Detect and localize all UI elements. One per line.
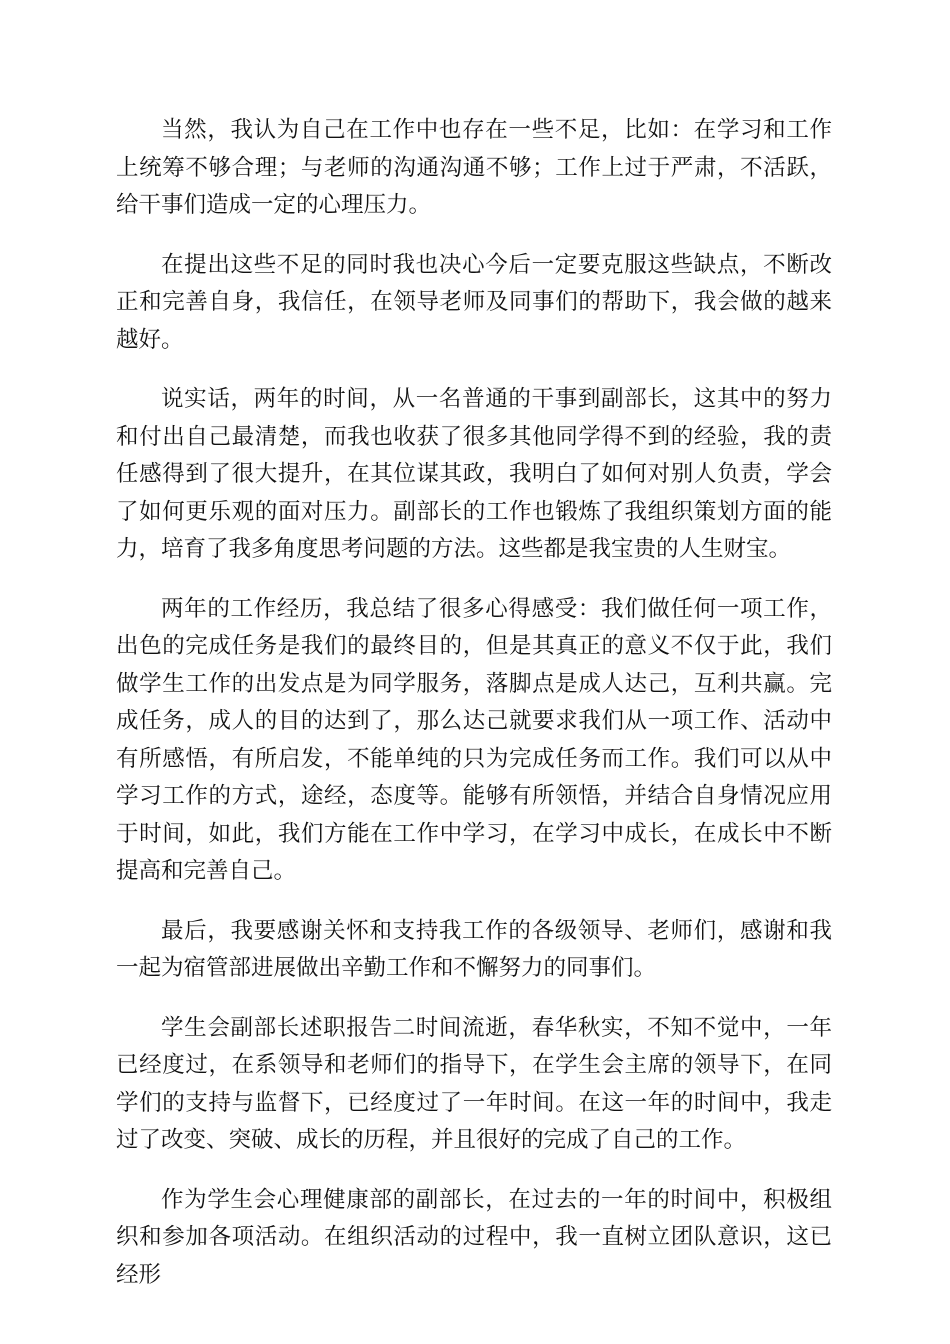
paragraph-two-years: 说实话，两年的时间，从一名普通的干事到副部长，这其中的努力和付出自己最清楚，而我也收获了很多其他同学得不到的经验，我的责任感得到了很大提升，在其位谋其政，我明白了如何对别人负责，学会了如何更乐观的面对压力。副部长的工作也锻炼了我组织策划方面的能力，培育了我多角度思考问题的方法。这些都是我宝贵的人生财宝。 bbox=[116, 386, 832, 562]
paragraph-thanks: 最后，我要感谢关怀和支持我工作的各级领导、老师们，感谢和我一起为宿管部进展做出辛勤工作和不懈努力的同事们。 bbox=[116, 917, 832, 981]
paragraph-work-experience: 两年的工作经历，我总结了很多心得感受：我们做任何一项工作，出色的完成任务是我们的最终目的，但是其真正的意义不仅于此，我们做学生工作的出发点是为同学服务，落脚点是成人达己，互利共赢。完成任务，成人的目的达到了，那么达己就要求我们从一项工作、活动中有所感悟，有所启发，不能单纯的只为完成任务而工作。我们可以从中学习工作的方式，途经，态度等。能够有所领悟，并结合自身情况应用于时间，如此，我们方能在工作中学习，在学习中成长，在成长中不断提高和完善自己。 bbox=[116, 595, 832, 884]
paragraph-report-two: 学生会副部长述职报告二时间流逝，春华秋实，不知不觉中，一年已经度过，在系领导和老师们的指导下，在学生会主席的领导下，在同学们的支持与监督下，已经度过了一年时间。在这一年的时间中，我走过了改变、突破、成长的历程，并且很好的完成了自己的工作。 bbox=[116, 1014, 832, 1153]
paragraph-shortcomings: 当然，我认为自己在工作中也存在一些不足，比如：在学习和工作上统筹不够合理；与老师的沟通沟通不够；工作上过于严肃，不活跃，给干事们造成一定的心理压力。 bbox=[116, 117, 832, 218]
document-body bbox=[116, 112, 832, 1316]
paragraph-resolution: 在提出这些不足的同时我也决心今后一定要克服这些缺点，不断改正和完善自身，我信任，在领导老师及同事们的帮助下，我会做的越来越好。 bbox=[116, 251, 832, 353]
paragraph-vice-minister: 作为学生会心理健康部的副部长，在过去的一年的时间中，积极组织和参加各项活动。在组织活动的过程中，我一直树立团队意识，这已经形 bbox=[116, 1186, 832, 1288]
